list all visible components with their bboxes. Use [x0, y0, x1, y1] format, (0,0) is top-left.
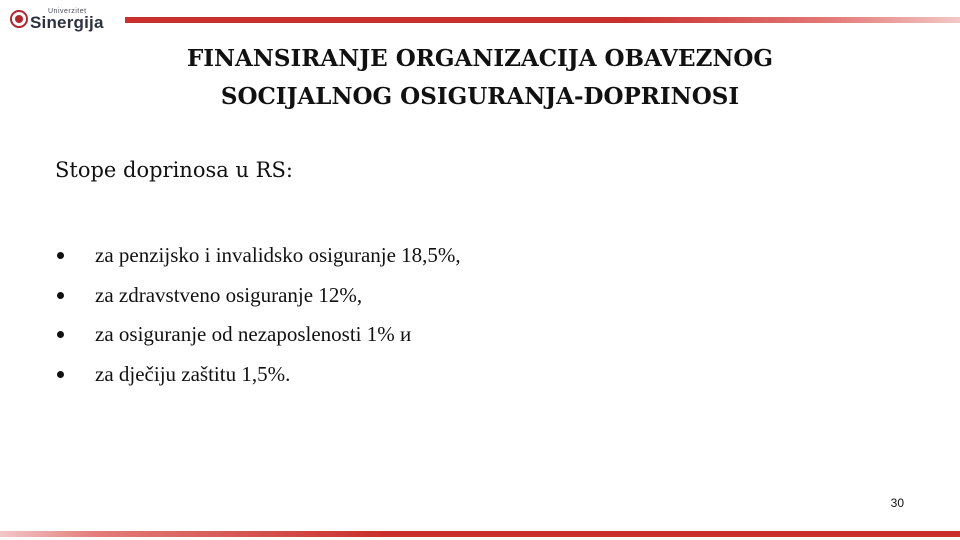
bullet-item: [55, 276, 461, 316]
bullet-list: [55, 236, 461, 394]
top-divider: [125, 17, 960, 23]
bullet-icon: [57, 292, 64, 299]
bullet-icon: [57, 252, 64, 259]
page-number: 30: [890, 496, 904, 510]
bullet-text: za dječiju zaštitu 1,5%.: [95, 361, 291, 386]
bullet-text: za osiguranje od nezaposlenosti 1% и: [95, 322, 412, 346]
bullet-icon: [57, 331, 64, 338]
intro-text: Stope doprinosa u RS:: [55, 158, 293, 182]
bullet-text: za zdravstveno osiguranje 12%,: [95, 282, 363, 307]
bullet-item: [55, 355, 461, 395]
university-logo: [10, 6, 120, 32]
bullet-icon: [57, 371, 64, 378]
slide-title: [100, 40, 860, 116]
logo-small-text: Univerzitet: [48, 8, 87, 15]
bottom-divider: [0, 531, 960, 537]
logo-name: Sinergija: [30, 13, 104, 32]
university-logo-icon: [10, 10, 28, 28]
bullet-text: za penzijsko i invalidsko osiguranje 18,5%,: [95, 243, 461, 267]
slide-title-line-2: SOCIJALNOG OSIGURANJA-DOPRINOSI: [220, 83, 740, 110]
bullet-item: [55, 236, 461, 276]
slide-title-line-1: FINANSIRANJE ORGANIZACIJA OBAVEZNOG: [186, 45, 774, 72]
bullet-item: [55, 315, 461, 355]
